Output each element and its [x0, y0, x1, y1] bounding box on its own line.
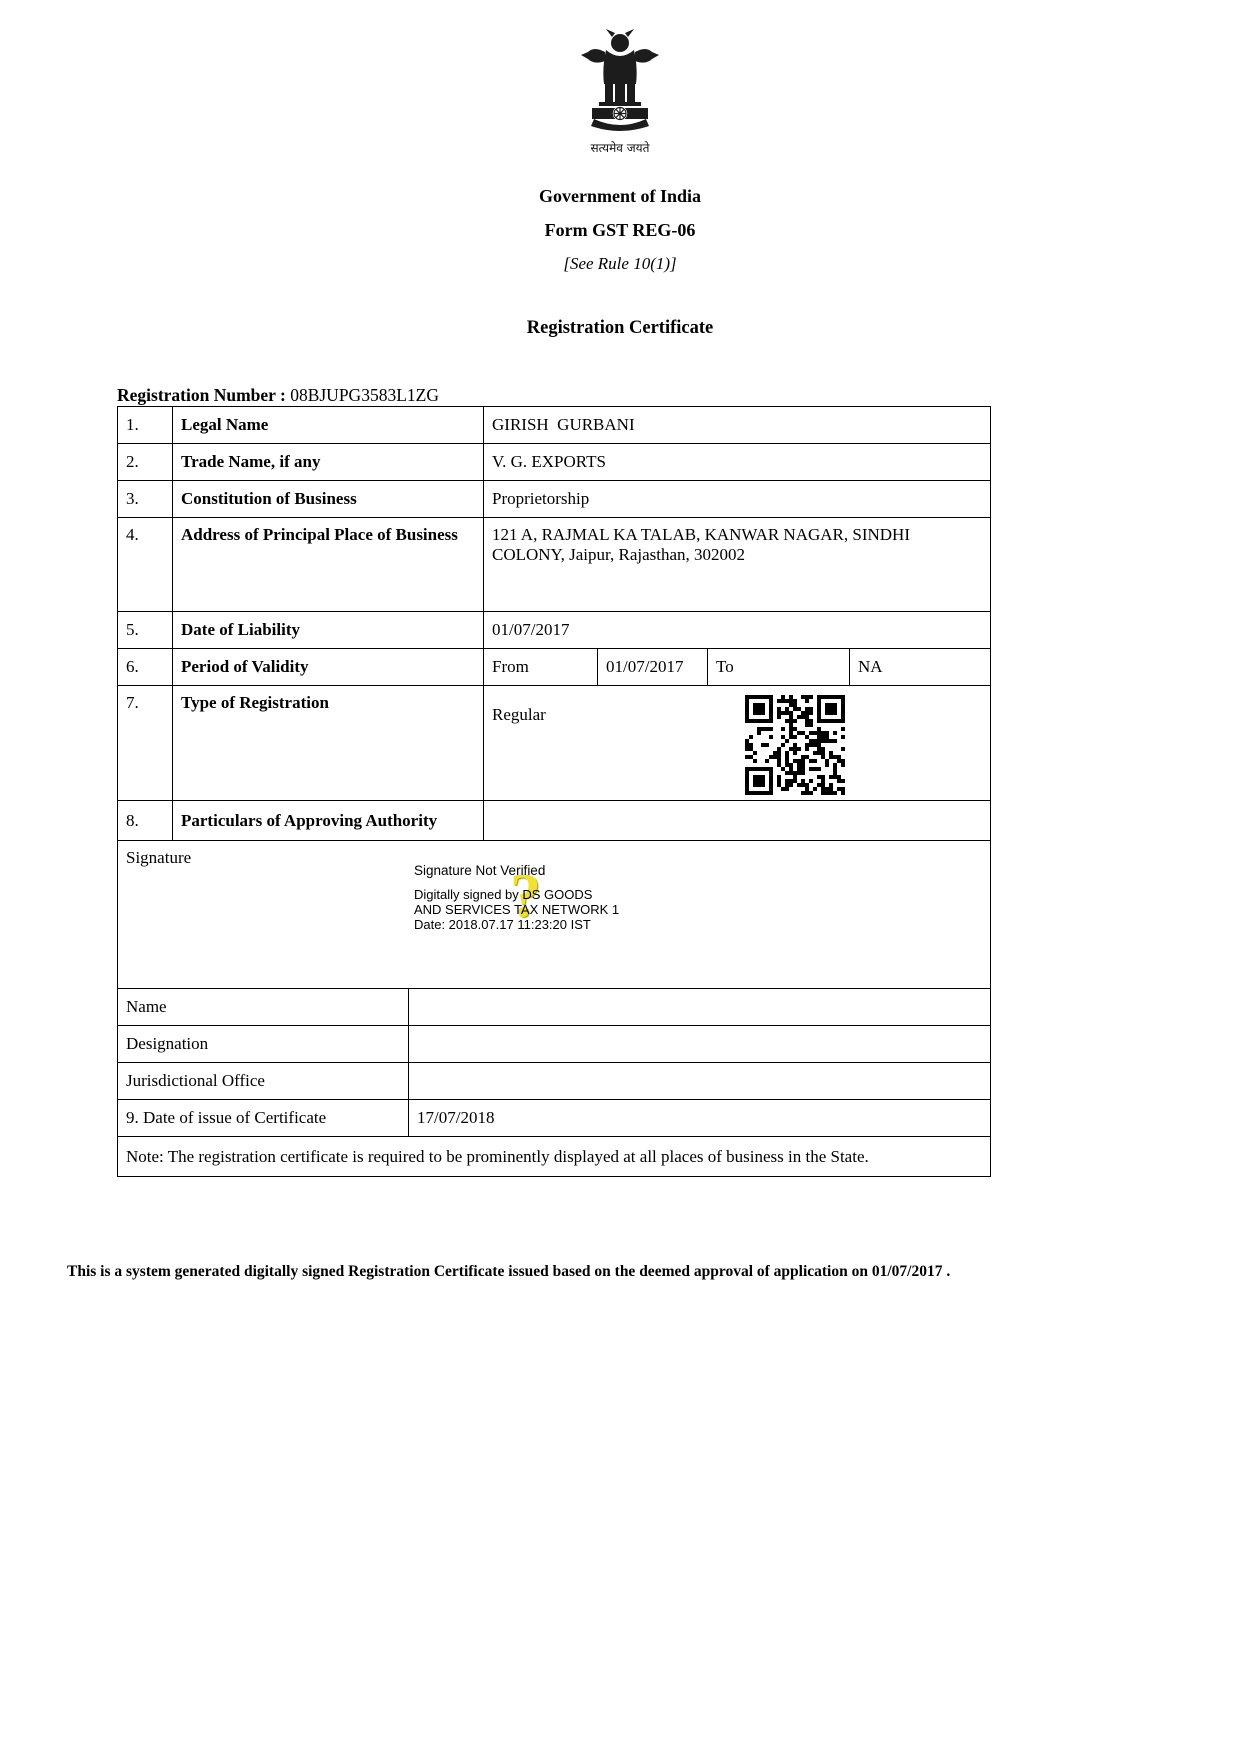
row-value [409, 989, 991, 1026]
row-value: GIRISH GURBANI [484, 407, 991, 444]
note-text: Note: The registration certificate is required to be prominently displayed at all places of business in the State. [118, 1137, 991, 1177]
signature-detail-line: Date: 2018.07.17 11:23:20 IST [414, 917, 591, 932]
table-row-note [118, 1137, 991, 1177]
table-row [118, 407, 991, 444]
row-value: 17/07/2018 [409, 1100, 991, 1137]
qr-code [745, 695, 845, 795]
row-number: 4. [118, 518, 173, 612]
table-row-signature [118, 841, 991, 989]
signature-cell [118, 841, 991, 989]
table-row-date-of-issue [118, 1100, 991, 1137]
row-label: Jurisdictional Office [118, 1063, 409, 1100]
digital-signature-stamp [414, 863, 619, 932]
registration-number-value: 08BJUPG3583L1ZG [290, 385, 439, 405]
table-row [118, 612, 991, 649]
row-value: 121 A, RAJMAL KA TALAB, KANWAR NAGAR, SINDHI COLONY, Jaipur, Rajasthan, 302002 [484, 518, 991, 612]
row-label: Designation [118, 1026, 409, 1063]
row-label: Constitution of Business [173, 481, 484, 518]
table-row [118, 801, 991, 841]
table-row [118, 518, 991, 612]
row-label: Period of Validity [173, 649, 484, 686]
certificate-table [117, 406, 991, 989]
row-label: 9. Date of issue of Certificate [118, 1100, 409, 1137]
row-number: 2. [118, 444, 173, 481]
emblem-caption: सत्यमेव जयते [590, 141, 650, 155]
signature-label: Signature [126, 848, 192, 867]
registration-number-line [117, 385, 1240, 406]
emblem [0, 28, 1240, 156]
signature-status-text: Signature Not Verified [414, 863, 546, 878]
row-value: 01/07/2017 [484, 612, 991, 649]
row-label: Name [118, 989, 409, 1026]
row-label: Particulars of Approving Authority [173, 801, 484, 841]
certificate-footer-table [117, 988, 991, 1177]
validity-from-label: From [484, 649, 598, 686]
row-number: 5. [118, 612, 173, 649]
row-label: Legal Name [173, 407, 484, 444]
row-number: 1. [118, 407, 173, 444]
table-row [118, 1026, 991, 1063]
ashoka-emblem-icon [579, 28, 661, 132]
row-value [484, 801, 991, 841]
row-value [409, 1063, 991, 1100]
table-row-period-of-validity [118, 649, 991, 686]
certificate-title: Registration Certificate [526, 318, 714, 338]
type-value-cell [484, 686, 991, 801]
registration-number-label: Registration Number : [117, 385, 286, 405]
rule-reference: [See Rule 10(1)] [563, 254, 677, 273]
row-number: 6. [118, 649, 173, 686]
validity-to-label: To [708, 649, 850, 686]
system-generated-statement: This is a system generated digitally signed Registration Certificate issued based on the deemed approval of application on 01/07/2017 . [67, 1263, 951, 1280]
table-row [118, 1063, 991, 1100]
row-value: V. G. EXPORTS [484, 444, 991, 481]
row-number: 8. [118, 801, 173, 841]
registration-type-value: Regular [492, 705, 546, 724]
validity-to-value: NA [850, 649, 991, 686]
row-number: 7. [118, 686, 173, 801]
row-label: Trade Name, if any [173, 444, 484, 481]
table-row-type-of-registration [118, 686, 991, 801]
government-title: Government of India [539, 186, 701, 206]
row-label: Date of Liability [173, 612, 484, 649]
row-value: Proprietorship [484, 481, 991, 518]
row-number: 3. [118, 481, 173, 518]
table-row [118, 481, 991, 518]
question-mark-icon: ? [510, 862, 541, 930]
row-value [409, 1026, 991, 1063]
signature-detail-line: AND SERVICES TAX NETWORK 1 [414, 902, 620, 917]
table-row [118, 444, 991, 481]
row-label: Type of Registration [173, 686, 484, 801]
table-row [118, 989, 991, 1026]
row-label: Address of Principal Place of Business [173, 518, 484, 612]
validity-from-value: 01/07/2017 [598, 649, 708, 686]
signature-detail-line: Digitally signed by DS GOODS [414, 887, 593, 902]
form-title: Form GST REG-06 [544, 220, 696, 240]
